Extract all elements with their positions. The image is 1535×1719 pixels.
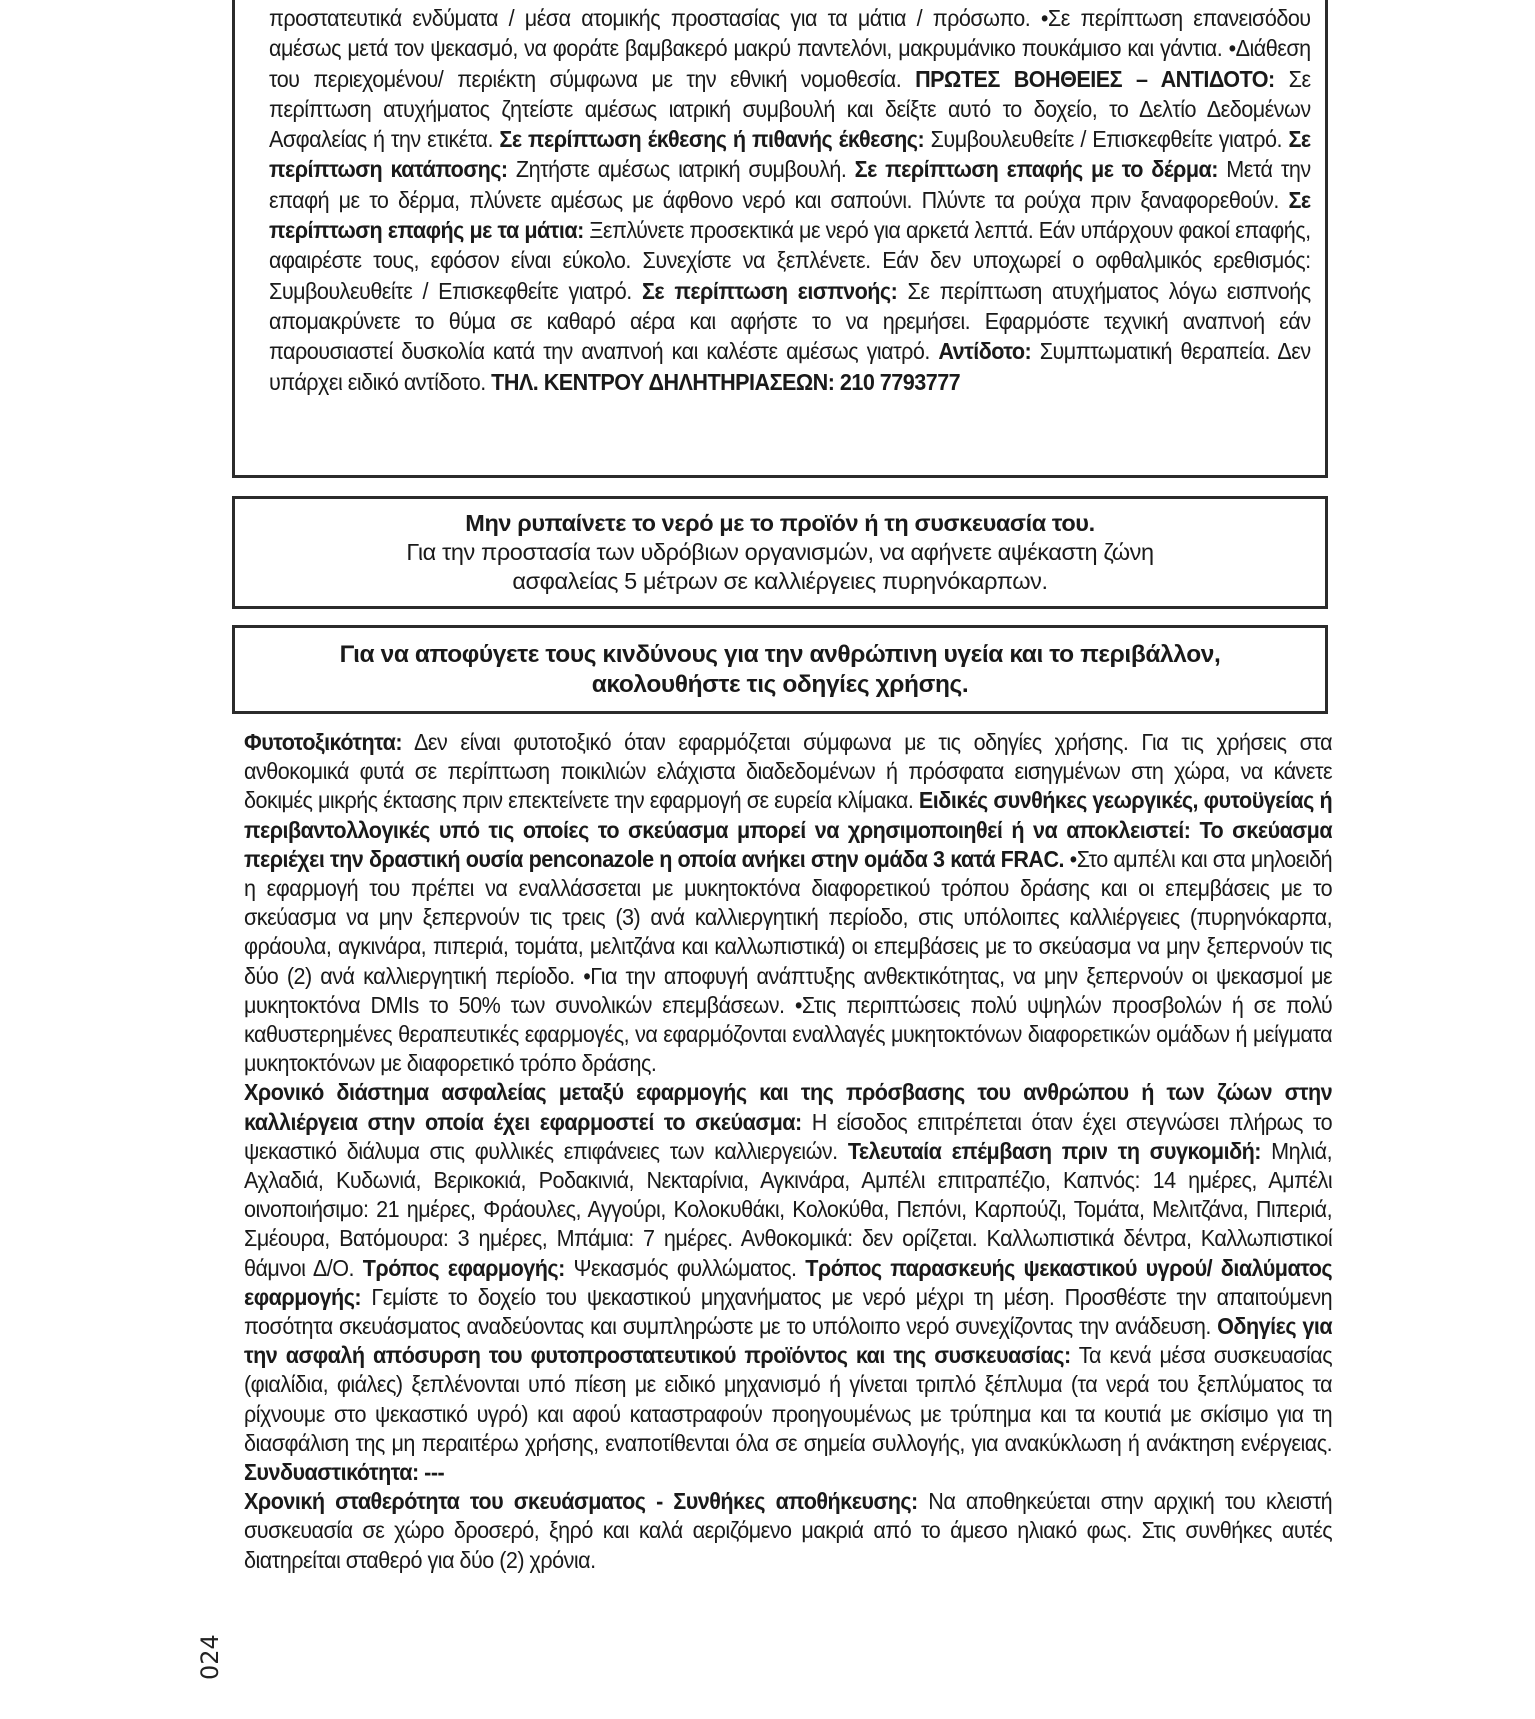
bold-heading-text: Χρονική σταθερότητα του σκευάσματος - Συνθήκες αποθήκευσης: (244, 1488, 918, 1515)
body-text-run: Ψεκασμός φυλλώματος. (564, 1254, 806, 1281)
body-text-run: Σε περίπτωση ατυχήματος λόγω εισπνοής απομακρύνετε το θύμα σε καθαρό αέρα και αφήστε το να ηρεμήσει. Εφαρμόστε τεχνική αναπνοή εάν παρουσιαστεί δυσκολία κατά την αναπνοή και καλέστε αμέσως γιατρό. (269, 277, 1311, 365)
bold-heading-text: Σε περίπτωση έκθεσης ή πιθανής έκθεσης: (499, 126, 925, 153)
first-aid-safety-box (232, 0, 1328, 478)
instruction-paragraph (244, 1487, 1332, 1575)
bold-heading-text: Σε περίπτωση επαφής με τα μάτια: (269, 186, 1311, 244)
body-text-run: Μηλιά, Αχλαδιά, Κυδωνιά, Βερικοκιά, Ροδακινιά, Νεκταρίνια, Αγκινάρα, Αμπέλι επιτραπέζιο, Καπνός: 14 ημέρες, Αμπέλι οινοποιήσιμο: 21 ημέρες, Φράουλες, Αγγούρι, Κολοκυθάκι, Κολοκύθα, Πεπόνι, Καρπούζι, Τομάτα, Μελιτζάνα, Πιπεριά, Σμέουρα, Βατόμουρα: 3 ημέρες, Μπάμια: 7 ημέρες. Ανθοκομικά: δεν ορίζεται. Καλλωπιστικά δέντρα, Καλλωπιστικοί θάμνοι Δ/Ο. (244, 1137, 1333, 1281)
bold-heading-text: Ειδικές συνθήκες γεωργικές, φυτοϋγείας ή περιβαντολλογικές υπό τις οποίες το σκεύασμα μπορεί να χρησιμοποιηθεί ή να αποκλειστεί: Το σκεύασμα περιέχει την δραστική ουσία penconazole η οποία ανήκει στην ομάδα 3 κατά FRAC. (244, 787, 1333, 872)
body-text-run: •Στο αμπέλι και στα μηλοειδή η εφαρμογή του πρέπει να εναλλάσσεται με μυκητοκτόνα διαφορετικού τρόπου δράσης και οι επεμβάσεις με το σκεύασμα να μην ξεπερνούν τις τρεις (3) ανά καλλιεργητική περίοδο, στις υπόλοιπες καλλιέργειες (πυρηνόκαρπα, φράουλα, αγκινάρα, πιπεριά, τομάτα, μελιτζάνα και καλλωπιστικά) οι επεμβάσεις με το σκεύασμα να μην ξεπερνούν τις δύο (2) ανά καλλιεργητική περίοδο. •Για την αποφυγή ανάπτυξης ανθεκτικότητας, να μην ξεπερνούν οι ψεκασμοί με μυκητοκτόνα DMIs το 50% των συνολικών επεμβάσεων. •Στις περιπτώσεις πολύ υψηλών προσβολών ή σε πολύ καθυστερημένες θεραπευτικές εφαρμογές, να εφαρμόζονται εναλλαγές μυκητοκτόνων διαφορετικών ομάδων ή μείγματα μυκητοκτόνων με διαφορετικό τρόπο δράσης. (244, 845, 1333, 1077)
body-text-run: Ζητήστε αμέσως ιατρική συμβουλή. (507, 156, 855, 183)
water-protection-line-1: Για την προστασία των υδρόβιων οργανισμών, να αφήνετε αψέκαστη ζώνη (406, 539, 1154, 565)
risk-warning-line-1: Για να αποφύγετε τους κινδύνους για την ανθρώπινη υγεία και το περιβάλλον, (339, 641, 1221, 668)
bold-heading-text: Σε περίπτωση εισπνοής: (641, 277, 898, 304)
first-aid-text (269, 3, 1311, 397)
bold-heading-text: Τρόπος παρασκευής ψεκαστικού υγρού/ διαλύματος εφαρμογής: (244, 1254, 1333, 1310)
bold-heading-text: Σε περίπτωση κατάποσης: (269, 126, 1311, 183)
bold-heading-text: Τρόπος εφαρμογής: (362, 1254, 565, 1281)
bold-heading-text: Συνδυαστικότητα: --- (244, 1459, 445, 1486)
edition-code: 024 (196, 1634, 224, 1680)
body-text-run: προστατευτικά ενδύματα / μέσα ατομικής προστασίας για τα μάτια / πρόσωπο. •Σε περίπτωση επανεισόδου αμέσως μετά τον ψεκασμό, να φοράτε βαμβακερό μακρύ παντελόνι, μακρυμάνικο πουκάμισο και γάντια. •Διάθεση του περιεχομένου/ περιέκτη σύμφωνα με την εθνική νομοθεσία. (269, 5, 1311, 92)
body-text-run: Ξεπλύνετε προσεκτικά με νερό για αρκετά λεπτά. Εάν υπάρχουν φακοί επαφής, αφαιρέστε τους, εφόσον είναι εύκολο. Συνεχίστε να ξεπλένετε. Εάν δεν υποχωρεί ο οφθαλμικός ερεθισμός: Συμβουλευθείτε / Επισκεφθείτε γιατρό. (269, 217, 1311, 304)
bold-heading-text: Σε περίπτωση επαφής με το δέρμα: (854, 156, 1218, 183)
body-text-run: Συμβουλευθείτε / Επισκεφθείτε γιατρό. (924, 126, 1289, 153)
body-text-run: Γεμίστε το δοχείο του ψεκαστικού μηχανήματος με νερό μέχρι τη μέση. Προσθέστε την απαιτούμενη ποσότητα σκευάσματος αναδεύοντας και συμπληρώστε με το υπόλοιπο νερό συνεχίζοντας την ανάδευση. (244, 1283, 1333, 1340)
instruction-paragraph (244, 1078, 1332, 1487)
risk-warning-line-2: ακολουθήστε τις οδηγίες χρήσης. (591, 671, 969, 698)
bold-heading-text: ΤΗΛ. ΚΕΝΤΡΟΥ ΔΗΛΗΤΗΡΙΑΣΕΩΝ: 210 7793777 (491, 368, 961, 395)
bold-heading-text: Τελευταία επέμβαση πριν τη συγκομιδή: (847, 1137, 1261, 1164)
risk-warning-box (232, 625, 1328, 714)
body-text-run: Δεν είναι φυτοτοξικό όταν εφαρμόζεται σύμφωνα με τις οδηγίες χρήσης. Για τις χρήσεις στα ανθοκομικά φυτά σε περίπτωση ποικιλιών ελάχιστα διαδεδομένων ή πρόσφατα εισηγμένων στη χώρα, να κάνετε δοκιμές μικρής έκτασης πριν επεκτείνετε την εφαρμογή σε ευρεία κλίμακα. (244, 729, 1333, 814)
bold-heading-text: Αντίδοτο: (938, 338, 1032, 365)
instruction-paragraph (244, 728, 1332, 1078)
bold-heading-text: Χρονικό διάστημα ασφαλείας μεταξύ εφαρμογής και της πρόσβασης του ανθρώπου ή των ζώων στην καλλιέργεια στην οποία έχει εφαρμοστεί το σκεύασμα: (244, 1079, 1333, 1135)
water-protection-title: Μην ρυπαίνετε το νερό με το προϊόν ή τη συσκευασία του. (465, 510, 1095, 536)
body-text-run: Σε περίπτωση ατυχήματος ζητείστε αμέσως ιατρική συμβουλή και δείξτε αυτό το δοχείο, το Δελτίο Δεδομένων Ασφαλείας ή την ετικέτα. (269, 65, 1311, 153)
body-text-run: Τα κενά μέσα συσκευασίας (φιαλίδια, φιάλες) ξεπλένονται υπό πίεση με ειδικό μηχανισμό ή γίνεται τριπλό ξέπλυμα (τα νερά του ξεπλύματος τα ρίχνουμε στο ψεκαστικό υγρό) και αφού καταστραφούν προηγουμένως με τρύπημα και τα κουτιά με σκίσιμο για τη διασφάλιση της μη περαιτέρω χρήσης, εναποτίθενται όλα σε σημεία συλλογής, για ανακύκλωση ή ανάκτηση ενέργειας. (244, 1342, 1333, 1456)
body-text-run: Μετά την επαφή με το δέρμα, πλύνετε αμέσως με άφθονο νερό και σαπούνι. Πλύντε τα ρούχα πριν ξαναφορεθούν. (269, 156, 1311, 213)
usage-instructions (244, 728, 1332, 1575)
water-protection-line-2: ασφαλείας 5 μέτρων σε καλλιέργειες πυρηνόκαρπων. (512, 568, 1048, 594)
bold-heading-text: ΠΡΩΤΕΣ ΒΟΗΘΕΙΕΣ – ΑΝΤΙΔΟΤΟ: (915, 65, 1275, 92)
body-text-run: Η είσοδος επιτρέπεται όταν έχει στεγνώσει πλήρως το ψεκαστικό διάλυμα στις φυλλικές επιφάνειες των καλλιεργειών. (244, 1108, 1333, 1164)
body-text-run: Να αποθηκεύεται στην αρχική του κλειστή συσκευασία σε χώρο δροσερό, ξηρό και καλά αεριζόμενο μακριά από το άμεσο ηλιακό φως. Στις συνθήκες αυτές διατηρείται σταθερό για δύο (2) χρόνια. (244, 1488, 1333, 1573)
bold-heading-text: Οδηγίες για την ασφαλή απόσυρση του φυτοπροστατευτικού προϊόντος και της συσκευασίας: (244, 1313, 1333, 1369)
bold-heading-text: Φυτοτοξικότητα: (244, 729, 403, 755)
water-protection-box (232, 496, 1328, 609)
body-text-run: Συμπτωματική θεραπεία. Δεν υπάρχει ειδικό αντίδοτο. (269, 338, 1311, 395)
